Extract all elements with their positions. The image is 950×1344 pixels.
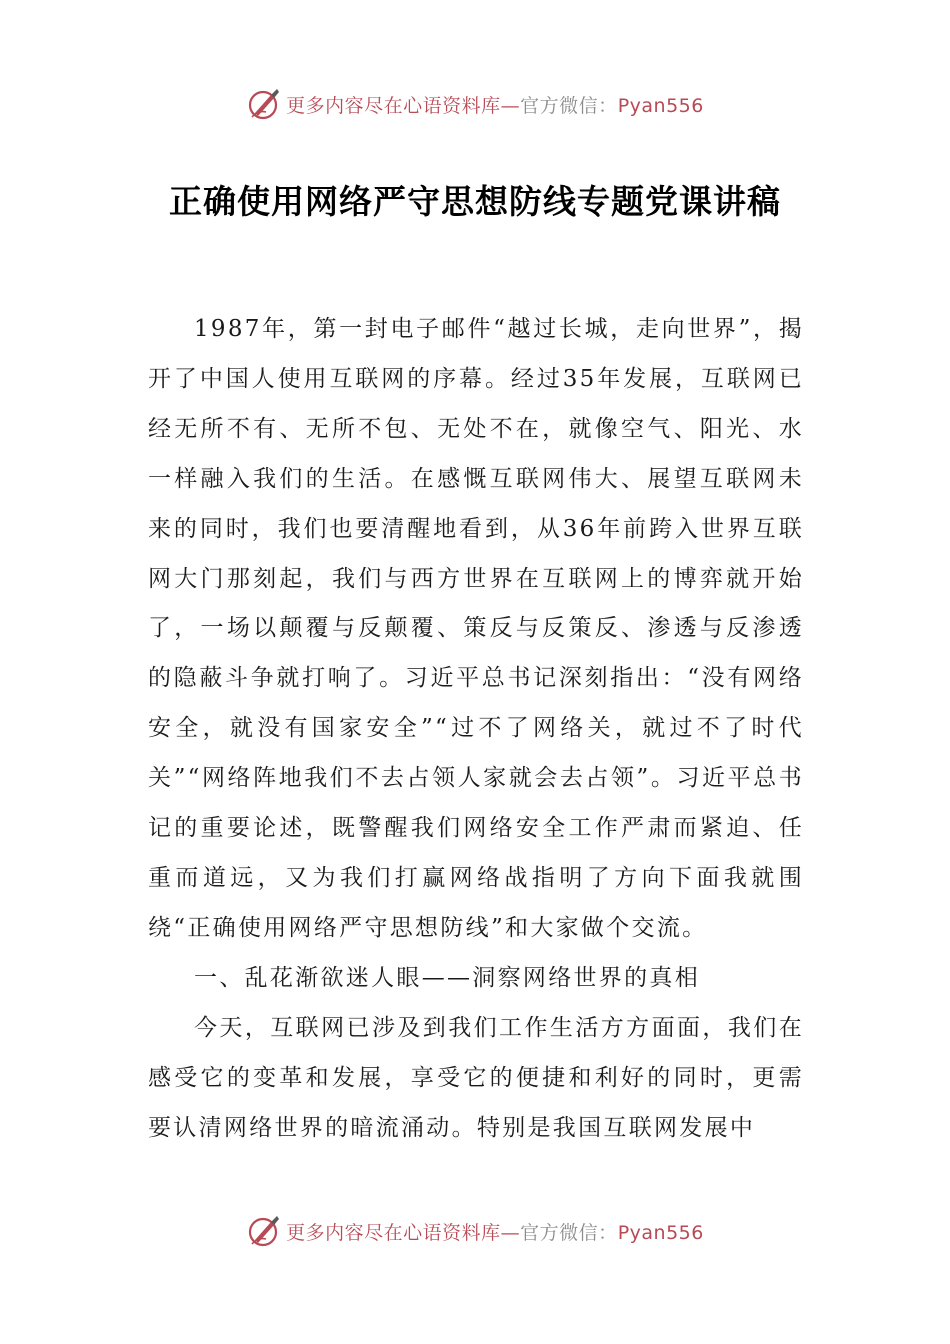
header-banner bbox=[0, 84, 950, 124]
banner-brand bbox=[286, 91, 704, 118]
banner-text: 更多内容尽在心语资料库— bbox=[286, 94, 521, 117]
pen-logo-icon bbox=[246, 1213, 282, 1249]
banner-wechat-id: Pyan556 bbox=[617, 94, 704, 117]
banner-wechat-label: 官方微信： bbox=[520, 1221, 618, 1244]
banner-wechat-id: Pyan556 bbox=[617, 1221, 704, 1244]
footer-banner bbox=[0, 1211, 950, 1251]
pen-logo-icon bbox=[246, 86, 282, 122]
banner-brand bbox=[286, 1218, 704, 1245]
body-paragraph-intro: 1987年，第一封电子邮件“越过长城，走向世界”，揭开了中国人使用互联网的序幕。经过35年发展，互联网已经无所不有、无所不包、无处不在，就像空气、阳光、水一样融入我们的生活。在感慨互联网伟大、展望互联网未来的同时，我们也要清醒地看到，从36年前跨入世界互联网大门那刻起，我们与西方世界在互联网上的博弈就开始了，一场以颠覆与反颠覆、策反与反策反、渗透与反渗透的隐蔽斗争就打响了。习近平总书记深刻指出：“没有网络安全，就没有国家安全”“过不了网络关，就过不了时代关”“网络阵地我们不去占领人家就会去占领”。习近平总书记的重要论述，既警醒我们网络安全工作严肃而紧迫、任重而道远，又为我们打赢网络战指明了方向下面我就围绕“正确使用网络严守思想防线”和大家做个交流。 bbox=[148, 316, 804, 941]
banner-wechat-label: 官方微信： bbox=[520, 94, 618, 117]
document-body bbox=[148, 305, 804, 1153]
section-heading-1: 一、乱花渐欲迷人眼——洞察网络世界的真相 bbox=[194, 964, 700, 991]
document-title: 正确使用网络严守思想防线专题党课讲稿 bbox=[169, 182, 781, 221]
banner-text: 更多内容尽在心语资料库— bbox=[286, 1221, 521, 1244]
body-paragraph-section-1: 今天，互联网已涉及到我们工作生活方方面面，我们在感受它的变革和发展，享受它的便捷和利好的同时，更需要认清网络世界的暗流涌动。特别是我国互联网发展中 bbox=[148, 1014, 804, 1141]
